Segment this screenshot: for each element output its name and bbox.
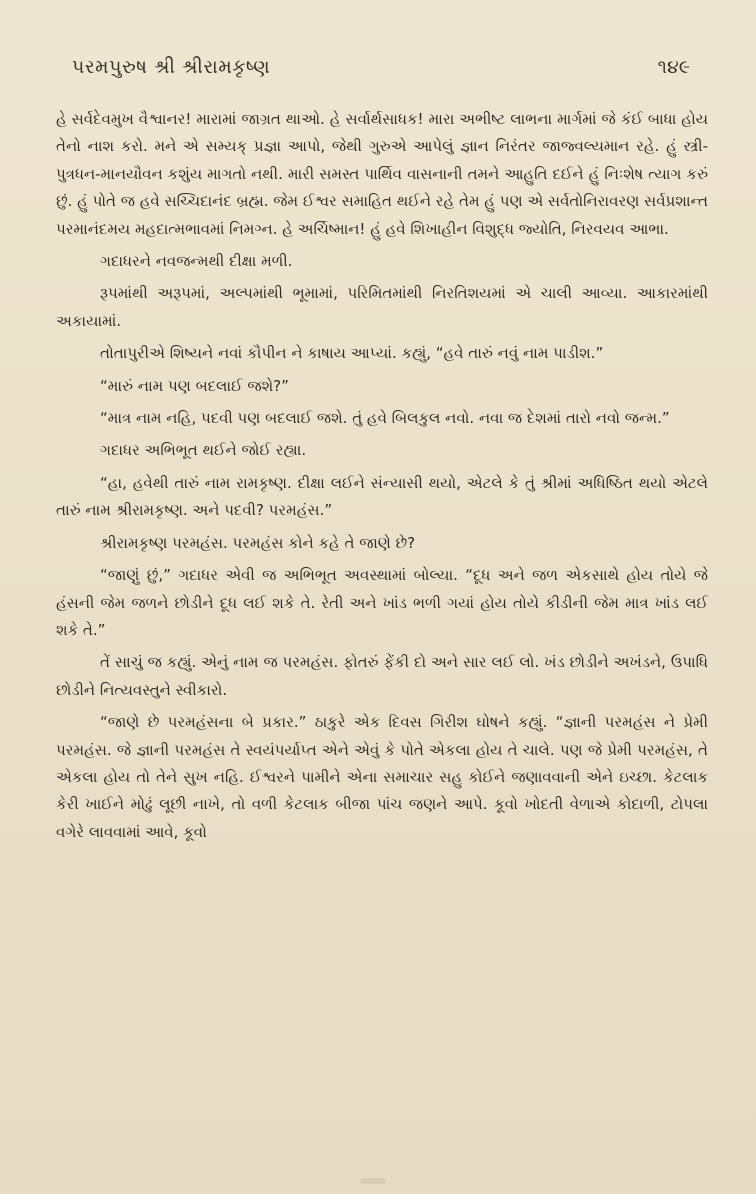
paragraph: તેં સાચું જ કહ્યું. એનું નામ જ પરમહંસ. ફોતરું ફેંકી દો અને સાર લઈ લો. ખંડ છોડીને અખંડને, ઉપાધિ છોડીને નિત્યવસ્તુને સ્વીકારો. bbox=[56, 653, 708, 699]
paragraph: શ્રીરામકૃષ્ણ પરમહંસ. પરમહંસ કોને કહે તે જાણે છે? bbox=[100, 533, 416, 552]
page-header bbox=[72, 56, 690, 92]
paragraph: ગદાધરને નવજન્મથી દીક્ષા મળી. bbox=[100, 252, 293, 271]
paragraph: ગદાધર અભિભૂત થઈને જોઈ રહ્યા. bbox=[100, 441, 307, 460]
paragraph: રૂપમાંથી અરૂપમાં, અલ્પમાંથી ભૂમામાં, પરિમિતમાંથી નિરતિશયમાં એ ચાલી આવ્યા. આકારમાંથી અકાયામાં. bbox=[56, 284, 708, 330]
paragraph: તોતાપુરીએ શિષ્યને નવાં કૌપીન ને કાષાય આપ્યાં. કહ્યું, “હવે તારું નવું નામ પાડીશ.” bbox=[100, 344, 604, 363]
page-number: ૧૪૯ bbox=[657, 56, 690, 78]
paragraph: “મારું નામ પણ બદલાઈ જશે?” bbox=[100, 376, 289, 395]
body-text bbox=[56, 106, 708, 851]
paragraph: “હા, હવેથી તારું નામ રામકૃષ્ણ. દીક્ષા લઈને સંન્યાસી થયો, એટલે કે તું શ્રીમાં અધિષ્ઠિત થયો એટલે તારું નામ શ્રીરામકૃષ્ણ. અને પદવી? પરમહંસ.” bbox=[56, 473, 708, 520]
paragraph: “માત્ર નામ નહિ, પદવી પણ બદલાઈ જશે. તું હવે બિલકુલ નવો. નવા જ દેશમાં તારો નવો જન્મ.” bbox=[100, 409, 670, 428]
paper-smudge bbox=[360, 1178, 386, 1184]
paragraph: હે સર્વદેવમુખ વૈશ્વાનર! મારામાં જાગ્રત થાઓ. હે સર્વાર્થસાધક! મારા અભીષ્ટ લાભના માર્ગમાં જે કંઈ બાધા હોય તેનો નાશ કરો. મને એ સમ્યક્ પ્રજ્ઞા આપો, જેથી ગુરુએ આપેલું જ્ઞાન નિરંતર જાજ્વલ્યમાન રહે. હું સ્ત્રી-પુત્રધન-માનયૌવન કશુંય માગતો નથી. મારી સમસ્ત પાર્થિવ વાસનાની તમને આહુતિ દઈને હું નિઃશેષ ત્યાગ કરું છું. હું પોતે જ હવે સચ્ચિદાનંદ બ્રહ્મ. જેમ ઈશ્વર સમાહિત થઈને રહે તેમ હું પણ એ સર્વતોનિરાવરણ સર્વપ્રશાન્ત પરમાનંદમય મહદાત્મભાવમાં નિમગ્ન. હે અર્ચિષ્માન! હું હવે શિખાહીન વિશુદ્ધ જ્યોતિ, નિરવયવ આભા. bbox=[56, 110, 708, 238]
running-title: પરમપુરુષ શ્રી શ્રીરામકૃષ્ણ bbox=[72, 56, 271, 78]
paragraph: “જાણું છું,” ગદાધર એવી જ અભિભૂત અવસ્થામાં બોલ્યા. “દૂધ અને જળ એકસાથે હોય તોયે જે હંસની જેમ જળને છોડીને દૂધ લઈ શકે તે. રેતી અને ખાંડ ભળી ગયાં હોય તોયે કીડીની જેમ માત્ર ખાંડ લઈ શકે તે.” bbox=[56, 566, 708, 639]
paragraph: “જાણે છે પરમહંસના બે પ્રકાર.” ઠાકુરે એક દિવસ ગિરીશ ઘોષને કહ્યું. “જ્ઞાની પરમહંસ ને પ્રેમી પરમહંસ. જે જ્ઞાની પરમહંસ તે સ્વયંપર્યાપ્ત એને એવું કે પોતે એકલા હોય તે ચાલે. પણ જે પ્રેમી પરમહંસ, તે એકલા હોય તો તેને સુખ નહિ. ઈશ્વરને પામીને એના સમાચાર સહુ કોઈને જણાવવાની એને ઇચ્છા. કેટલાક કેરી ખાઈને મોઢું લૂછી નાખે, તો વળી કેટલાક બીજા પાંચ જણને આપે. કૂવો ખોદતી વેળાએ કોદાળી, ટોપલા વગેરે લાવવામાં આવે, કૂવો bbox=[56, 713, 708, 841]
